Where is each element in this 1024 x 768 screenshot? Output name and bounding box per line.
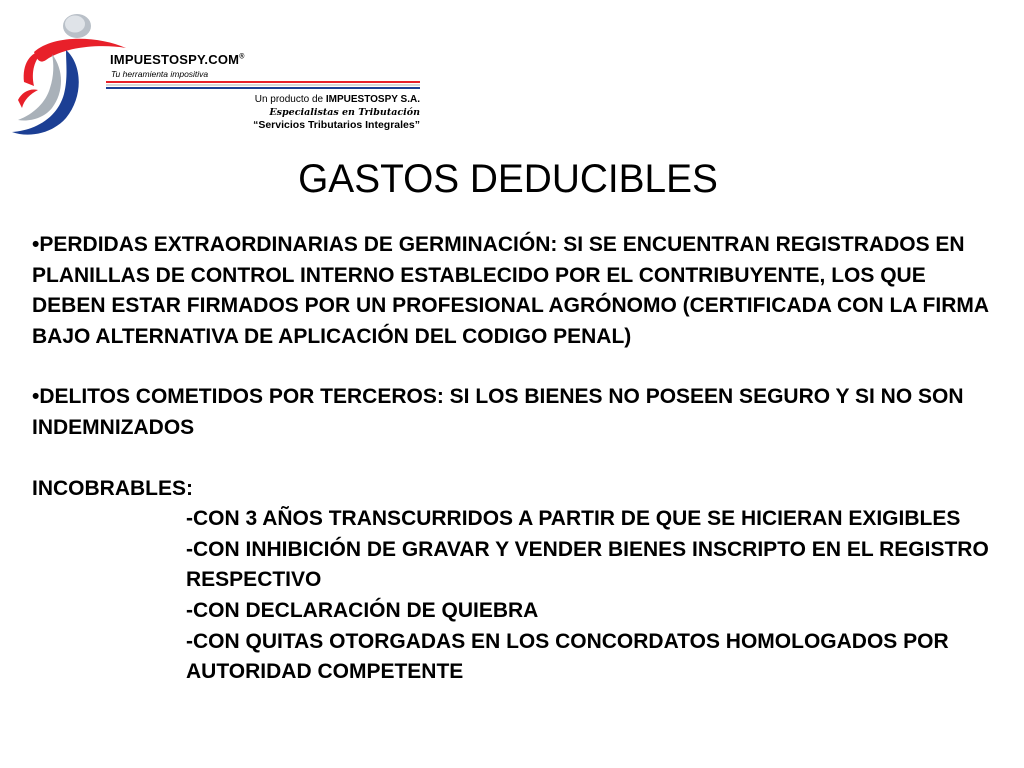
incobrables-item: -CON DECLARACIÓN DE QUIEBRA <box>186 598 539 622</box>
incobrables-item: -CON 3 AÑOS TRANSCURRIDOS A PARTIR DE QUE SE HICIERAN EXIGIBLES <box>186 507 961 531</box>
slide-title: GASTOS DEDUCIBLES <box>298 157 718 201</box>
brand-name: IMPUESTOSPY.COM® <box>110 52 245 67</box>
bullet-perdidas-extraordinarias: •PERDIDAS EXTRAORDINARIAS DE GERMINACIÓN: SI SE ENCUENTRAN REGISTRADOS EN PLANILLAS DE CONTROL INTERNO ESTABLECIDO POR EL CONTRIBUYENTE, LOS QUE DEBEN ESTAR FIRMADOS POR UN PROFESIONAL AGRÓNOMO (CERTIFICADA CON LA FIRMA BAJO ALTERNATIVA DE APLICACIÓN DEL CODIGO PENAL) <box>32 233 989 348</box>
producer-line: Un producto de IMPUESTOSPY S.A. <box>254 94 420 105</box>
incobrables-item: -CON QUITAS OTORGADAS EN LOS CONCORDATOS HOMOLOGADOS POR AUTORIDAD COMPETENTE <box>186 629 949 684</box>
brand-tagline: Tu herramienta impositiva <box>111 69 209 79</box>
bullet-delitos: •DELITOS COMETIDOS POR TERCEROS: SI LOS BIENES NO POSEEN SEGURO Y SI NO SON INDEMNIZADOS <box>32 385 964 439</box>
spacer <box>32 352 992 382</box>
specialists-line: Especialistas en Tributación <box>269 107 420 118</box>
incobrables-item: -CON INHIBICIÓN DE GRAVAR Y VENDER BIENES INSCRIPTO EN EL REGISTRO RESPECTIVO <box>186 537 989 592</box>
slide-content <box>32 230 992 688</box>
incobrables-label: INCOBRABLES: <box>32 476 193 500</box>
flag-stripes <box>106 81 420 91</box>
header-logo-block <box>0 0 440 145</box>
spacer <box>32 444 992 474</box>
services-line: “Servicios Tributarios Integrales” <box>253 119 420 131</box>
